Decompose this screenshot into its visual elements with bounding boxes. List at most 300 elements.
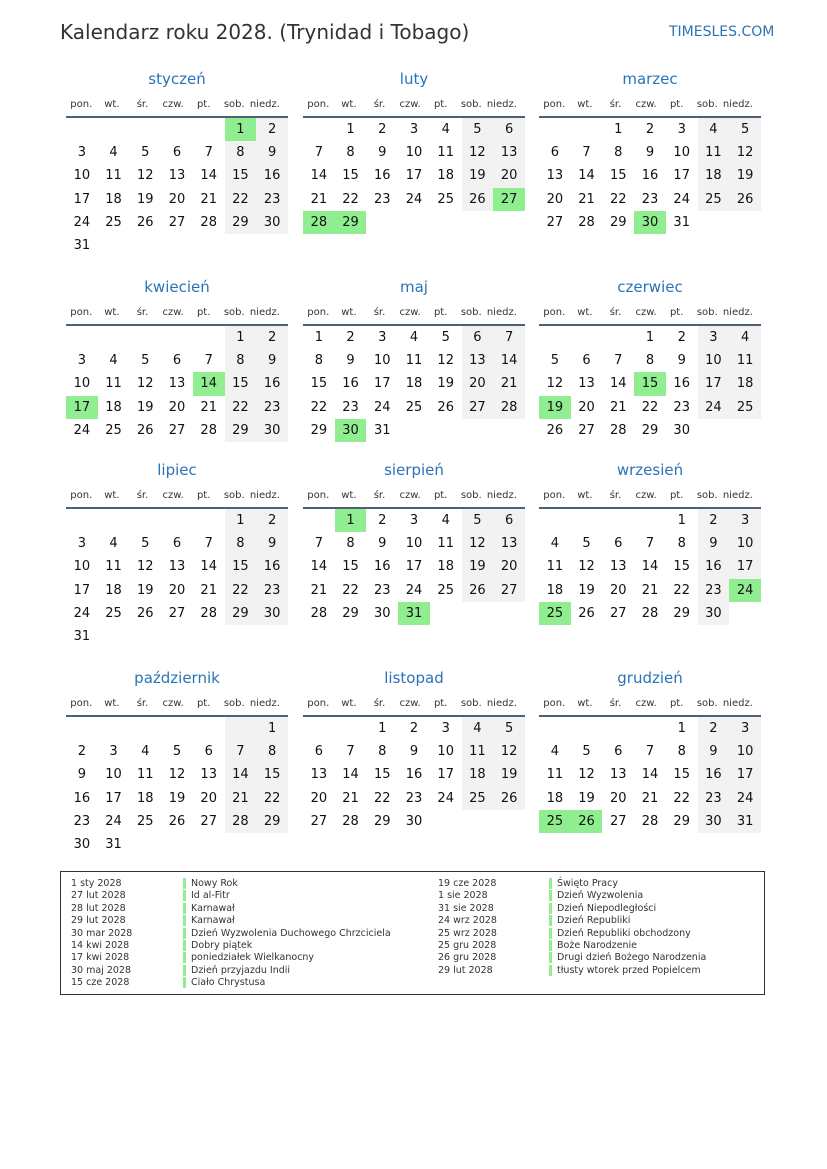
legend-marker xyxy=(549,890,552,901)
day-cell: 31 xyxy=(105,836,122,852)
day-cell: 27 xyxy=(168,214,186,230)
weekday-header xyxy=(539,698,761,713)
day-grid xyxy=(539,326,761,442)
day-cell: 13 xyxy=(610,559,627,575)
day-cell: 22 xyxy=(310,399,328,415)
empty-cell xyxy=(698,419,730,442)
day-cell: 16 xyxy=(673,376,690,392)
day-cell: 17 xyxy=(66,396,98,419)
empty-cell xyxy=(366,211,398,234)
day-cell: 17 xyxy=(698,372,730,395)
month-name: grudzień xyxy=(617,669,683,687)
weekday-label: niedz. xyxy=(249,490,280,501)
day-cell: 15 xyxy=(342,559,359,575)
day-cell: 19 xyxy=(462,555,494,578)
day-cell: 27 xyxy=(578,422,595,438)
day-cell: 30 xyxy=(73,836,91,852)
day-cell: 4 xyxy=(441,513,450,528)
day-cell: 9 xyxy=(645,145,655,161)
legend-date: 1 sie 2028 xyxy=(438,890,488,902)
day-cell: 3 xyxy=(729,509,761,532)
day-cell: 18 xyxy=(437,559,454,575)
day-cell: 20 xyxy=(546,191,564,207)
empty-cell xyxy=(571,118,603,141)
day-grid xyxy=(539,118,761,234)
empty-cell xyxy=(98,326,130,349)
day-cell: 3 xyxy=(77,353,86,369)
empty-cell xyxy=(129,717,161,740)
day-cell: 4 xyxy=(729,326,761,349)
day-cell: 10 xyxy=(73,559,91,575)
weekday-label: śr. xyxy=(136,490,149,501)
day-cell: 29 xyxy=(374,813,391,829)
empty-cell xyxy=(129,326,161,349)
day-cell: 18 xyxy=(546,582,564,598)
day-cell: 14 xyxy=(193,372,225,395)
day-cell: 25 xyxy=(105,214,122,230)
legend-marker xyxy=(183,965,186,976)
day-cell: 16 xyxy=(374,559,391,575)
day-cell: 28 xyxy=(578,214,595,230)
day-cell: 12 xyxy=(462,141,494,164)
day-cell: 29 xyxy=(673,605,690,621)
day-cell: 31 xyxy=(374,422,391,438)
day-cell: 3 xyxy=(77,145,86,161)
day-cell: 23 xyxy=(374,191,391,207)
day-cell: 26 xyxy=(137,214,154,230)
legend-name-text: Id al-Fitr xyxy=(191,890,230,902)
weekday-label: sob. xyxy=(460,698,482,709)
day-cell: 26 xyxy=(462,579,494,602)
day-grid xyxy=(66,717,288,856)
weekday-label: śr. xyxy=(609,307,622,318)
day-cell: 22 xyxy=(225,188,257,211)
day-cell: 8 xyxy=(314,353,323,369)
day-cell: 15 xyxy=(342,168,359,184)
legend-name-text: Dzień Republiki xyxy=(557,915,631,927)
legend-date: 25 gru 2028 xyxy=(438,939,497,951)
day-cell: 1 xyxy=(677,513,686,528)
day-cell: 2 xyxy=(409,721,419,736)
day-cell: 11 xyxy=(729,349,761,372)
day-cell: 7 xyxy=(204,536,213,552)
day-cell: 11 xyxy=(437,145,454,161)
day-cell: 19 xyxy=(462,164,494,187)
weekday-label: śr. xyxy=(136,698,149,709)
day-cell: 27 xyxy=(462,396,494,419)
day-cell: 16 xyxy=(698,763,730,786)
day-cell: 23 xyxy=(342,399,359,415)
day-cell: 26 xyxy=(462,188,494,211)
day-cell: 30 xyxy=(374,605,391,621)
day-cell: 19 xyxy=(493,763,525,786)
day-cell: 29 xyxy=(335,211,367,234)
day-cell: 9 xyxy=(409,744,419,760)
legend-holiday-name xyxy=(183,952,391,964)
day-cell: 4 xyxy=(462,717,494,740)
weekday-label: pon. xyxy=(307,99,330,110)
day-cell: 26 xyxy=(546,422,564,438)
day-cell: 11 xyxy=(546,767,564,783)
day-cell: 3 xyxy=(441,721,450,736)
day-cell: 24 xyxy=(374,399,391,415)
month-name: luty xyxy=(399,70,429,88)
day-cell: 5 xyxy=(462,509,494,532)
day-cell: 8 xyxy=(225,532,257,555)
empty-cell xyxy=(98,234,130,257)
weekday-label: wt. xyxy=(577,490,593,501)
month-name: lipiec xyxy=(157,461,197,479)
empty-cell xyxy=(430,810,462,833)
day-cell: 12 xyxy=(578,767,595,783)
legend-marker xyxy=(183,903,186,914)
day-cell: 12 xyxy=(168,767,186,783)
weekday-label: czw. xyxy=(162,99,184,110)
weekday-label: śr. xyxy=(609,698,622,709)
empty-cell xyxy=(462,211,494,234)
weekday-label: czw. xyxy=(635,99,657,110)
legend-holiday-name xyxy=(183,903,391,915)
day-cell: 18 xyxy=(105,582,122,598)
day-cell: 17 xyxy=(437,767,454,783)
empty-cell xyxy=(98,118,130,141)
day-cell: 15 xyxy=(610,168,627,184)
day-cell: 18 xyxy=(137,790,154,806)
day-cell: 15 xyxy=(225,555,257,578)
weekday-label: sob. xyxy=(460,99,482,110)
day-cell: 26 xyxy=(168,813,186,829)
weekday-label: pon. xyxy=(70,698,93,709)
empty-cell xyxy=(98,625,130,648)
day-cell: 9 xyxy=(378,145,387,161)
day-cell: 10 xyxy=(374,353,391,369)
day-cell: 5 xyxy=(441,330,450,345)
day-cell: 22 xyxy=(374,790,391,806)
day-cell: 12 xyxy=(546,376,564,392)
weekday-label: niedz. xyxy=(486,307,517,318)
legend-marker xyxy=(549,965,552,976)
day-cell: 7 xyxy=(614,353,623,369)
empty-cell xyxy=(98,509,130,532)
weekday-label: niedz. xyxy=(722,307,753,318)
day-cell: 9 xyxy=(256,141,288,164)
day-cell: 15 xyxy=(673,559,690,575)
day-cell: 7 xyxy=(645,536,655,552)
legend-holiday-name xyxy=(183,915,391,927)
day-cell: 1 xyxy=(614,122,623,137)
day-cell: 17 xyxy=(673,168,690,184)
day-cell: 19 xyxy=(578,790,595,806)
weekday-label: wt. xyxy=(104,490,120,501)
weekday-label: czw. xyxy=(635,490,657,501)
empty-cell xyxy=(729,211,761,234)
legend-name-text: Karnawał xyxy=(191,902,235,914)
empty-cell xyxy=(193,234,225,257)
day-cell: 18 xyxy=(729,372,761,395)
weekday-label: czw. xyxy=(635,307,657,318)
day-cell: 14 xyxy=(225,763,257,786)
day-cell: 9 xyxy=(378,536,387,552)
day-cell: 1 xyxy=(645,330,655,345)
empty-cell xyxy=(129,625,161,648)
day-cell: 24 xyxy=(698,396,730,419)
weekday-label: pon. xyxy=(70,99,93,110)
day-cell: 6 xyxy=(550,145,559,161)
day-cell: 9 xyxy=(256,349,288,372)
day-cell: 7 xyxy=(645,744,655,760)
day-cell: 27 xyxy=(493,188,525,211)
day-cell: 14 xyxy=(578,168,595,184)
empty-cell xyxy=(539,717,571,740)
weekday-label: pon. xyxy=(543,698,566,709)
weekday-label: czw. xyxy=(399,307,421,318)
empty-cell xyxy=(493,602,525,625)
legend-date: 30 maj 2028 xyxy=(71,964,132,976)
empty-cell xyxy=(161,509,193,532)
day-cell: 16 xyxy=(342,376,359,392)
legend-holiday-name xyxy=(183,928,391,940)
day-cell: 2 xyxy=(378,122,387,137)
weekday-label: śr. xyxy=(136,307,149,318)
day-cell: 23 xyxy=(256,396,288,419)
day-cell: 22 xyxy=(673,582,690,598)
day-cell: 7 xyxy=(346,744,355,760)
day-cell: 25 xyxy=(137,813,154,829)
day-cell: 8 xyxy=(225,141,257,164)
empty-cell xyxy=(462,419,494,442)
day-cell: 15 xyxy=(256,763,288,786)
day-cell: 21 xyxy=(342,790,359,806)
legend-name-text: poniedziałek Wielkanocny xyxy=(191,952,315,964)
empty-cell xyxy=(729,602,761,625)
day-cell: 9 xyxy=(698,532,730,555)
weekday-label: śr. xyxy=(373,99,386,110)
day-cell: 23 xyxy=(256,579,288,602)
day-cell: 25 xyxy=(105,605,122,621)
day-cell: 28 xyxy=(200,605,217,621)
day-cell: 8 xyxy=(378,744,387,760)
day-cell: 26 xyxy=(493,787,525,810)
day-cell: 21 xyxy=(578,191,595,207)
legend-marker xyxy=(183,890,186,901)
day-cell: 15 xyxy=(673,767,690,783)
day-cell: 11 xyxy=(437,536,454,552)
empty-cell xyxy=(462,810,494,833)
day-cell: 5 xyxy=(493,717,525,740)
day-cell: 29 xyxy=(342,605,359,621)
weekday-label: pon. xyxy=(543,99,566,110)
weekday-header xyxy=(539,99,761,114)
empty-cell xyxy=(571,717,603,740)
day-cell: 30 xyxy=(335,419,367,442)
day-cell: 30 xyxy=(673,422,690,438)
empty-cell xyxy=(398,419,430,442)
day-cell: 27 xyxy=(610,605,627,621)
day-cell: 26 xyxy=(437,399,454,415)
empty-cell xyxy=(539,509,571,532)
day-cell: 20 xyxy=(168,582,186,598)
day-cell: 13 xyxy=(493,532,525,555)
day-cell: 27 xyxy=(493,579,525,602)
legend-holiday-name xyxy=(183,878,391,890)
day-cell: 25 xyxy=(539,602,571,625)
day-cell: 11 xyxy=(105,168,122,184)
day-cell: 2 xyxy=(256,326,288,349)
empty-cell xyxy=(161,234,193,257)
legend-marker xyxy=(549,903,552,914)
day-cell: 1 xyxy=(378,721,387,736)
day-cell: 26 xyxy=(578,605,595,621)
day-cell: 8 xyxy=(225,349,257,372)
day-cell: 27 xyxy=(200,813,217,829)
legend-name-text: Dzień Wyzwolenia Duchowego Chrzciciela xyxy=(191,927,391,939)
day-cell: 20 xyxy=(168,399,186,415)
day-cell: 1 xyxy=(677,721,686,736)
day-cell: 10 xyxy=(673,145,690,161)
day-cell: 20 xyxy=(462,372,494,395)
weekday-label: pt. xyxy=(669,698,684,709)
day-cell: 5 xyxy=(462,118,494,141)
legend-name-text: Ciało Chrystusa xyxy=(191,977,266,989)
legend-holiday-name xyxy=(549,965,706,977)
weekday-label: wt. xyxy=(577,698,593,709)
day-cell: 14 xyxy=(641,559,659,575)
day-cell: 2 xyxy=(256,509,288,532)
empty-cell xyxy=(698,211,730,234)
empty-cell xyxy=(161,326,193,349)
day-cell: 25 xyxy=(698,188,730,211)
weekday-header xyxy=(539,490,761,505)
weekday-label: wt. xyxy=(104,698,120,709)
legend-marker xyxy=(549,928,552,939)
day-cell: 18 xyxy=(105,399,122,415)
day-cell: 2 xyxy=(346,330,355,345)
weekday-label: pt. xyxy=(433,307,448,318)
day-cell: 13 xyxy=(168,376,186,392)
day-cell: 21 xyxy=(641,790,659,806)
day-cell: 19 xyxy=(729,164,761,187)
day-cell: 20 xyxy=(493,164,525,187)
day-cell: 9 xyxy=(346,353,355,369)
day-cell: 6 xyxy=(493,118,525,141)
legend-date: 25 wrz 2028 xyxy=(438,927,497,939)
day-cell: 8 xyxy=(346,145,355,161)
day-cell: 10 xyxy=(729,740,761,763)
day-cell: 13 xyxy=(310,767,328,783)
day-cell: 24 xyxy=(673,191,690,207)
day-cell: 1 xyxy=(346,122,355,137)
day-cell: 25 xyxy=(539,810,571,833)
day-cell: 10 xyxy=(405,145,423,161)
day-cell: 3 xyxy=(677,122,686,137)
day-cell: 19 xyxy=(137,399,154,415)
month-name: kwiecień xyxy=(144,278,210,296)
empty-cell xyxy=(225,234,257,257)
weekday-label: czw. xyxy=(399,698,421,709)
weekday-label: śr. xyxy=(136,99,149,110)
day-cell: 17 xyxy=(729,763,761,786)
day-cell: 9 xyxy=(256,532,288,555)
day-cell: 25 xyxy=(105,422,122,438)
legend-date: 17 kwi 2028 xyxy=(71,952,130,964)
day-cell: 12 xyxy=(137,559,154,575)
day-cell: 29 xyxy=(610,214,627,230)
day-cell: 4 xyxy=(698,118,730,141)
day-cell: 12 xyxy=(729,141,761,164)
empty-cell xyxy=(225,717,257,740)
day-cell: 30 xyxy=(405,813,423,829)
day-cell: 14 xyxy=(310,168,328,184)
legend-marker xyxy=(183,940,186,951)
day-cell: 20 xyxy=(168,191,186,207)
day-cell: 23 xyxy=(405,790,423,806)
day-cell: 13 xyxy=(493,141,525,164)
day-cell: 7 xyxy=(225,740,257,763)
day-cell: 13 xyxy=(462,349,494,372)
day-cell: 8 xyxy=(677,536,686,552)
weekday-label: pt. xyxy=(196,99,211,110)
day-cell: 21 xyxy=(310,191,328,207)
day-cell: 23 xyxy=(698,787,730,810)
day-cell: 17 xyxy=(105,790,122,806)
day-cell: 15 xyxy=(225,164,257,187)
weekday-label: sob. xyxy=(223,698,245,709)
day-cell: 11 xyxy=(137,767,154,783)
brand-link[interactable]: TIMESLES.COM xyxy=(669,24,775,40)
day-cell: 29 xyxy=(256,810,288,833)
weekday-header xyxy=(66,698,288,713)
day-cell: 5 xyxy=(550,353,559,369)
day-cell: 21 xyxy=(493,372,525,395)
weekday-label: pt. xyxy=(196,307,211,318)
legend-marker xyxy=(183,977,186,988)
legend-date: 19 cze 2028 xyxy=(438,878,497,889)
day-cell: 11 xyxy=(105,559,122,575)
day-cell: 6 xyxy=(614,744,623,760)
legend-marker xyxy=(549,915,552,926)
empty-cell xyxy=(539,118,571,141)
day-cell: 1 xyxy=(225,326,257,349)
day-cell: 30 xyxy=(256,602,288,625)
weekday-label: wt. xyxy=(104,307,120,318)
legend-name-text: Dzień Niepodległości xyxy=(557,902,657,914)
legend-date: 27 lut 2028 xyxy=(71,890,126,902)
day-cell: 31 xyxy=(398,602,430,625)
empty-cell xyxy=(729,419,761,442)
empty-cell xyxy=(129,234,161,257)
day-cell: 2 xyxy=(77,744,86,760)
day-cell: 5 xyxy=(582,744,591,760)
weekday-header xyxy=(66,490,288,505)
day-cell: 1 xyxy=(335,509,367,532)
day-cell: 15 xyxy=(225,372,257,395)
day-cell: 15 xyxy=(374,767,391,783)
day-cell: 11 xyxy=(405,353,423,369)
legend-holiday-name xyxy=(549,878,706,890)
day-cell: 28 xyxy=(200,214,217,230)
legend-left-dates xyxy=(71,878,132,990)
day-cell: 8 xyxy=(614,145,623,161)
empty-cell xyxy=(225,833,257,856)
weekday-label: śr. xyxy=(609,99,622,110)
month-name: marzec xyxy=(622,70,678,88)
legend-marker xyxy=(183,915,186,926)
weekday-label: wt. xyxy=(104,99,120,110)
empty-cell xyxy=(602,717,634,740)
day-cell: 24 xyxy=(405,191,423,207)
day-cell: 14 xyxy=(493,349,525,372)
legend-marker xyxy=(183,878,186,889)
